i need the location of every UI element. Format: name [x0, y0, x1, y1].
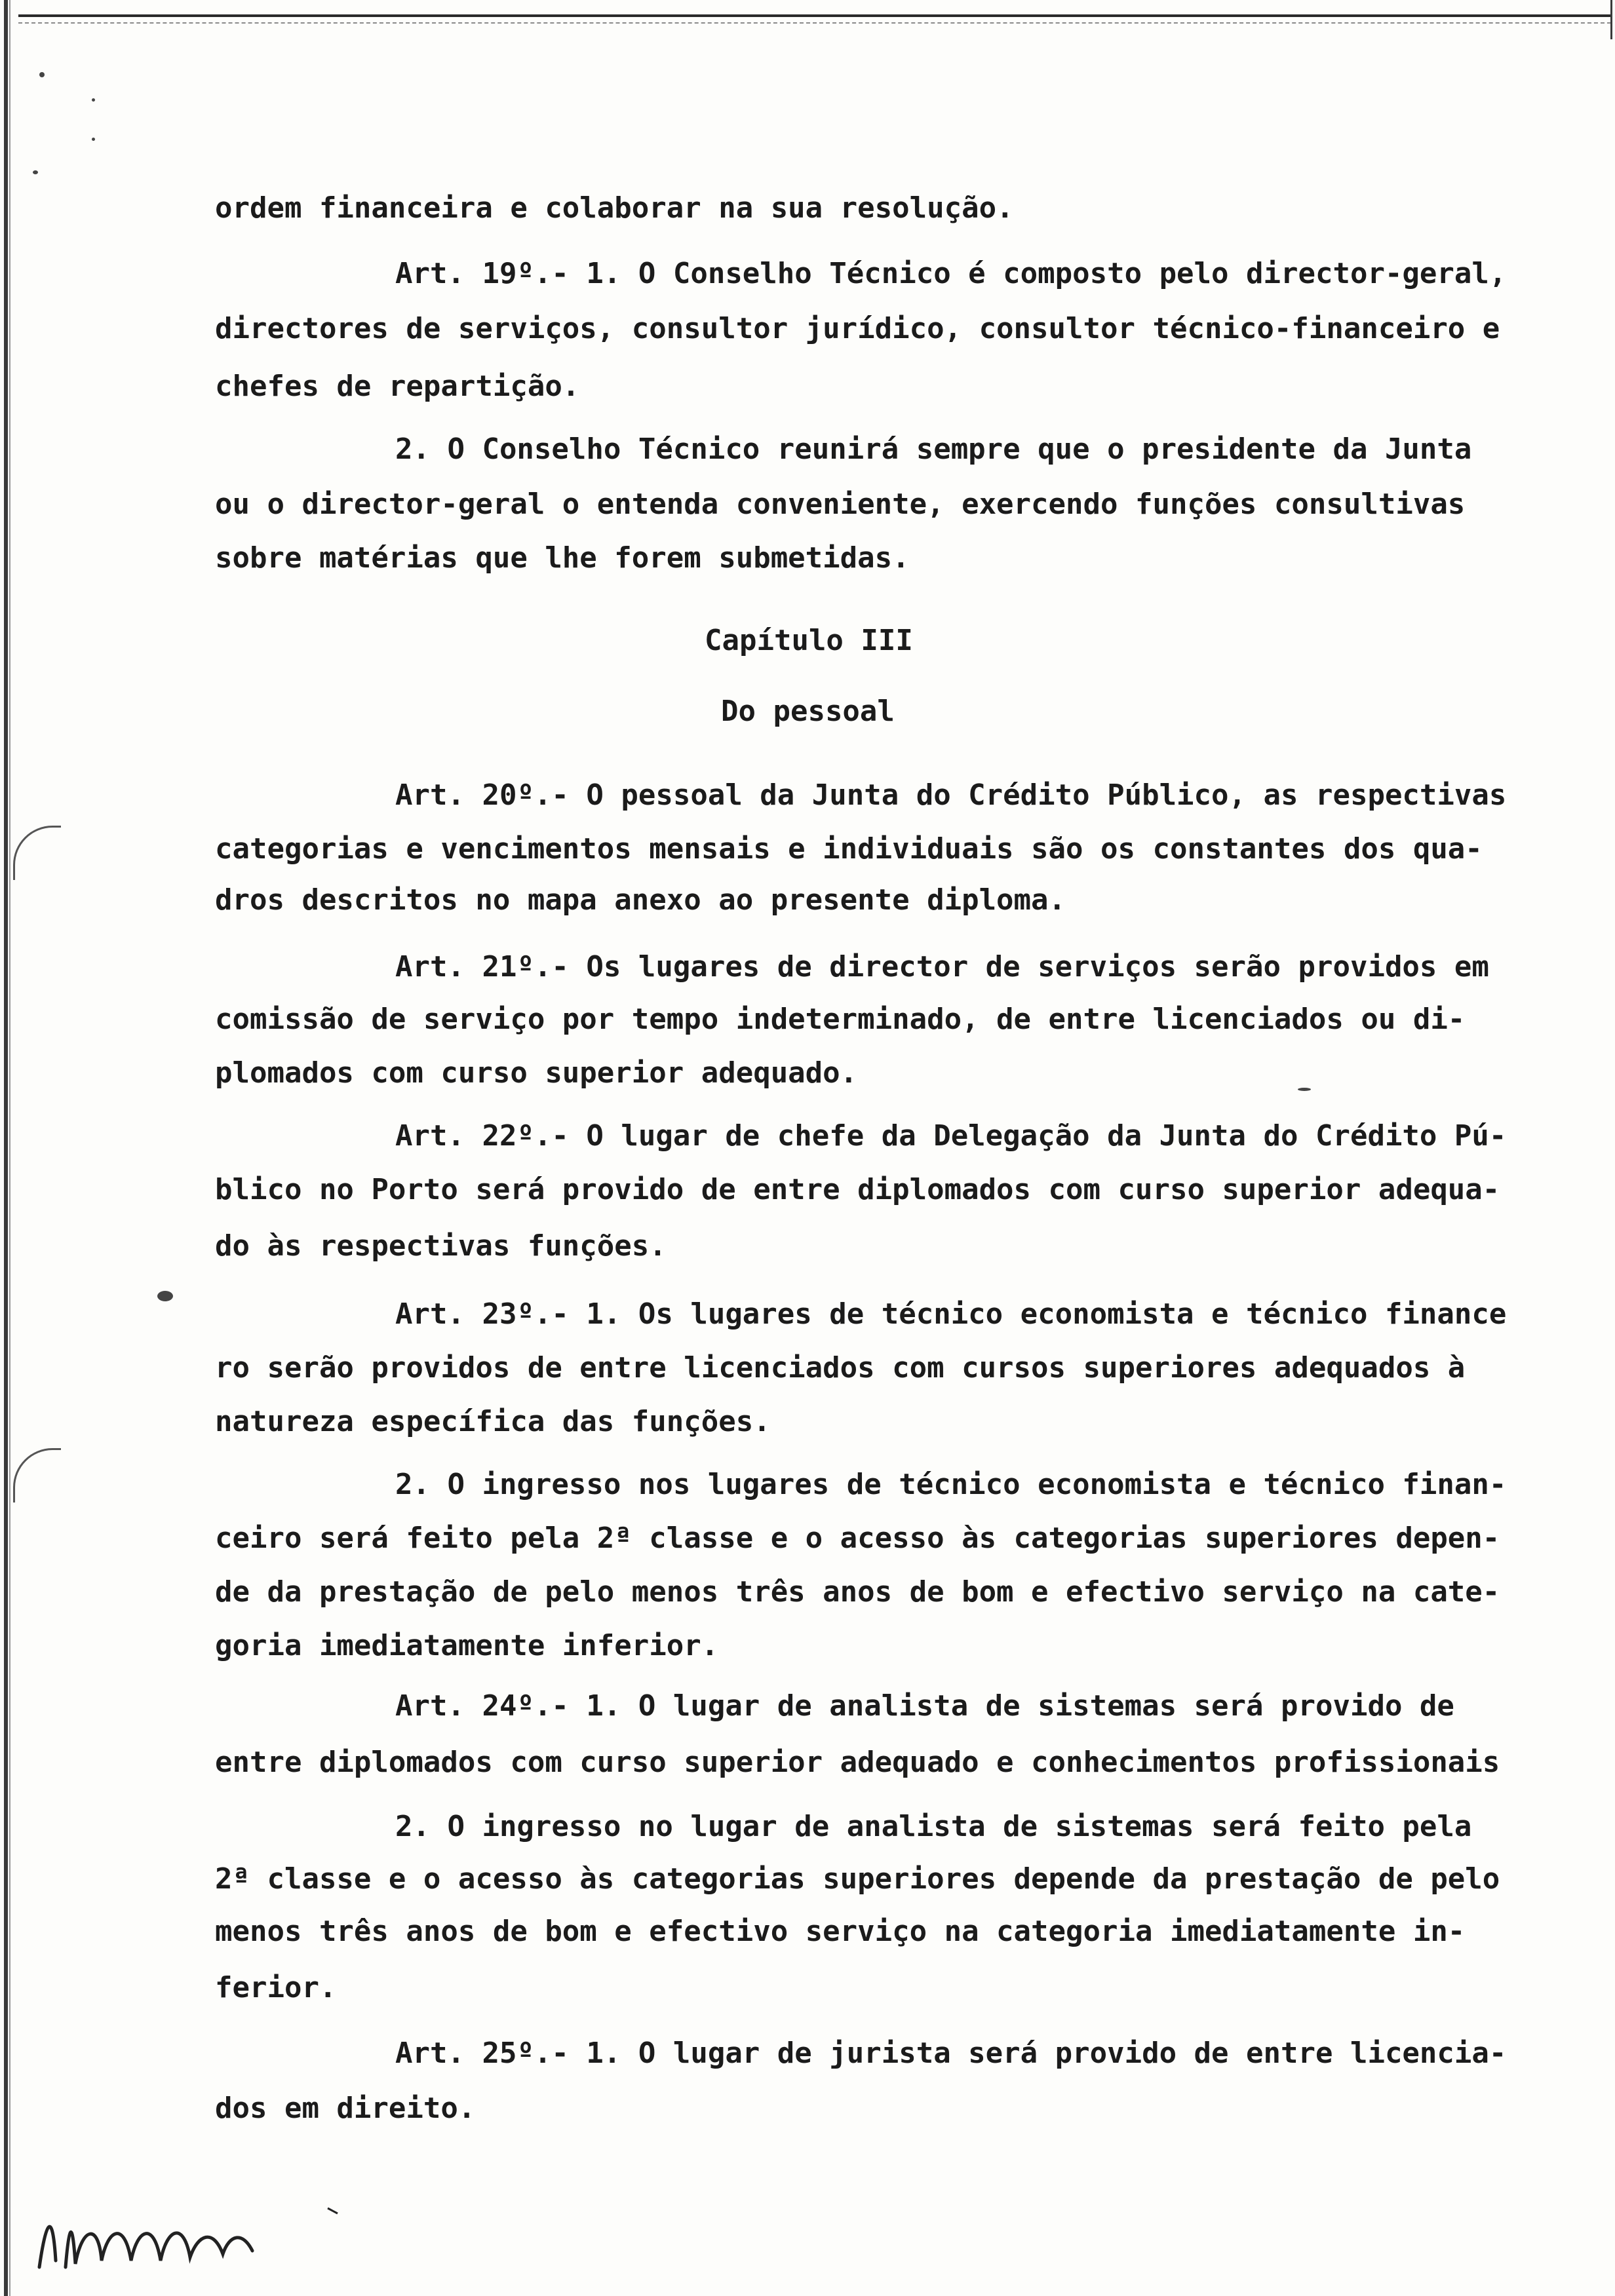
signature-initials: [26, 2182, 341, 2280]
speck-mark: [39, 72, 45, 77]
punch-hole-mark: [13, 1448, 61, 1502]
top-border-line: [18, 14, 1611, 17]
chapter-subtitle: Do pessoal: [721, 695, 895, 728]
article-21-heading-line: Art. 21º.- Os lugares de director de serviços serão providos em: [395, 950, 1489, 984]
top-border-shadow: [18, 22, 1611, 24]
text-line: de da prestação de pelo menos três anos de bom e efectivo serviço na cate-: [215, 1575, 1500, 1609]
text-line: sobre matérias que lhe forem submetidas.: [215, 541, 910, 575]
text-line: ordem financeira e colaborar na sua resolução.: [215, 191, 1014, 225]
text-line: ou o director-geral o entenda conveniente, exercendo funções consultivas: [215, 488, 1466, 521]
article-25-heading-line: Art. 25º.- 1. O lugar de jurista será provido de entre licencia-: [395, 2037, 1507, 2070]
text-line: natureza específica das funções.: [215, 1405, 771, 1438]
article-22-heading-line: Art. 22º.- O lugar de chefe da Delegação da Junta do Crédito Pú-: [395, 1119, 1507, 1153]
text-line: menos três anos de bom e efectivo serviço na categoria imediatamente in-: [215, 1915, 1466, 1948]
speck-mark: [1298, 1088, 1311, 1091]
article-20-heading-line: Art. 20º.- O pessoal da Junta do Crédito Público, as respectivas: [395, 778, 1507, 812]
text-line: comissão de serviço por tempo indeterminado, de entre licenciados ou di-: [215, 1003, 1466, 1036]
punch-hole-mark: [13, 826, 61, 880]
text-line: goria imediatamente inferior.: [215, 1629, 719, 1662]
text-line: blico no Porto será provido de entre diplomados com curso superior adequa-: [215, 1173, 1500, 1206]
text-line: plomados com curso superior adequado.: [215, 1056, 858, 1090]
speck-mark: [33, 170, 38, 174]
paragraph-first-line: 2. O ingresso nos lugares de técnico economista e técnico finan-: [395, 1468, 1507, 1501]
text-line: directores de serviços, consultor jurídico, consultor técnico-financeiro e: [215, 312, 1500, 345]
text-line: ceiro será feito pela 2ª classe e o acesso às categorias superiores depen-: [215, 1521, 1500, 1555]
left-binding-shadow: [9, 0, 10, 2296]
left-binding-edge: [4, 0, 8, 2296]
chapter-title: Capítulo III: [705, 624, 913, 657]
article-19-heading-line: Art. 19º.- 1. O Conselho Técnico é composto pelo director-geral,: [395, 257, 1507, 290]
paragraph-first-line: 2. O ingresso no lugar de analista de sistemas será feito pela: [395, 1810, 1472, 1843]
text-line: ro serão providos de entre licenciados com cursos superiores adequados à: [215, 1351, 1466, 1385]
text-line: do às respectivas funções.: [215, 1229, 667, 1263]
text-line: ferior.: [215, 1971, 337, 2004]
speck-mark: [157, 1291, 173, 1301]
speck-mark: [92, 138, 95, 141]
text-line: categorias e vencimentos mensais e individuais são os constantes dos qua-: [215, 832, 1483, 866]
text-line: entre diplomados com curso superior adequado e conhecimentos profissionais: [215, 1746, 1500, 1779]
article-24-heading-line: Art. 24º.- 1. O lugar de analista de sistemas será provido de: [395, 1689, 1454, 1723]
text-line: chefes de repartição.: [215, 370, 580, 403]
text-line: dos em direito.: [215, 2092, 476, 2125]
text-line: 2ª classe e o acesso às categorias superiores depende da prestação de pelo: [215, 1862, 1500, 1896]
speck-mark: [92, 98, 95, 102]
text-line: dros descritos no mapa anexo ao presente diploma.: [215, 883, 1066, 917]
right-edge-mark: [1610, 0, 1612, 39]
article-23-heading-line: Art. 23º.- 1. Os lugares de técnico economista e técnico finance: [395, 1297, 1507, 1331]
paragraph-first-line: 2. O Conselho Técnico reunirá sempre que o presidente da Junta: [395, 432, 1472, 466]
